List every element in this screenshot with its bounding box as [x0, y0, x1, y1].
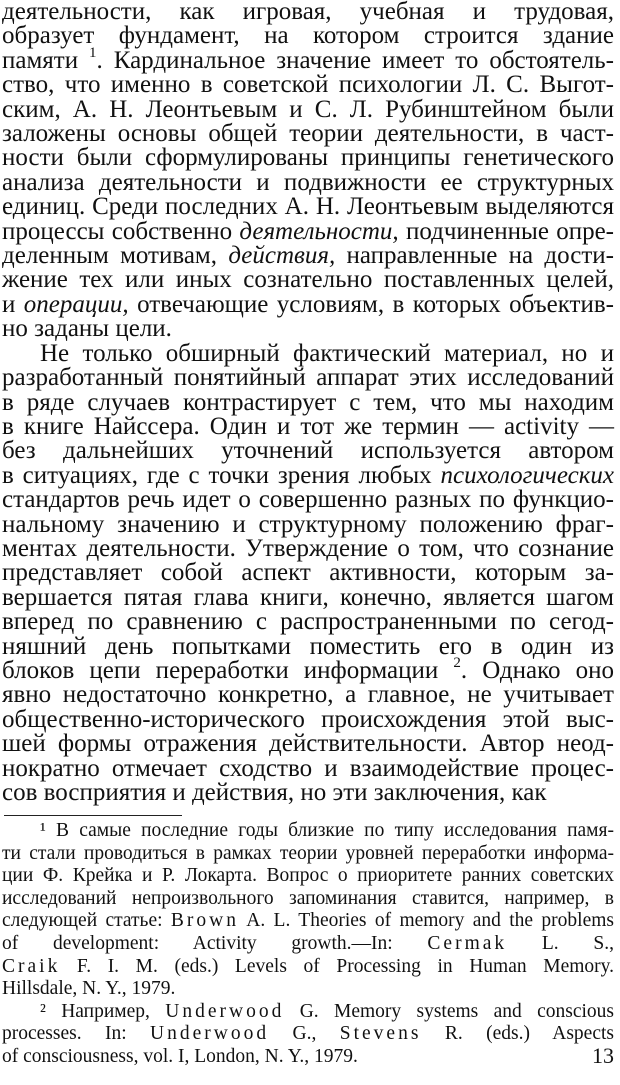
- footnote-line: [2, 1043, 614, 1069]
- text-run: Hillsdale, N. Y., 1979.: [2, 978, 176, 1000]
- body-line: [2, 217, 614, 245]
- footnote-line: [2, 843, 614, 866]
- text-run: G.,: [269, 1023, 340, 1045]
- text-run: L. S.,: [507, 932, 614, 954]
- body-line: [2, 561, 614, 585]
- text-run: шей формы отражения действительности. Автор неод-: [2, 730, 614, 758]
- text-run: A. L. Theories of memory and the problems: [238, 910, 614, 932]
- footnote-line: [2, 1023, 614, 1046]
- footnote-line: [2, 865, 614, 888]
- author-name: Brown: [170, 910, 239, 932]
- text-run: ² Например,: [40, 1000, 166, 1022]
- text-run: процессы собственно: [2, 217, 240, 245]
- body-line: [2, 290, 614, 318]
- body-line: [2, 655, 614, 684]
- author-name: Underwood: [150, 1023, 270, 1045]
- body-line: [2, 732, 614, 756]
- footnote-marker: 2: [453, 655, 461, 672]
- body-line: [2, 412, 614, 440]
- text-run: G. Memory systems and conscious: [284, 1000, 614, 1022]
- text-run: анализа деятельности и подвижности ее структурных: [2, 168, 614, 196]
- text-run: следующей статье:: [2, 910, 171, 932]
- body-line: [2, 244, 614, 268]
- body-line: [2, 781, 614, 805]
- author-name: Stevens: [339, 1023, 422, 1045]
- body-line: [2, 683, 614, 707]
- text-run: но заданы цели.: [2, 315, 172, 343]
- author-name: Underwood: [165, 1000, 285, 1022]
- text-run: ство, что именно в советской психологии Л. С. Выгот-: [2, 71, 614, 99]
- text-run: и: [2, 290, 24, 318]
- body-line: [2, 122, 614, 146]
- text-run: деятельности, как игровая, учебная и трудовая,: [2, 0, 614, 25]
- text-run: ментах деятельности. Утверждение о том, что сознание: [2, 534, 614, 562]
- body-line: [2, 754, 614, 782]
- footnote-line: [2, 820, 614, 843]
- main-text: [2, 0, 614, 805]
- italic-term: действия,: [228, 242, 336, 270]
- footnote-separator: [4, 815, 182, 816]
- paragraph-2: [2, 339, 614, 806]
- author-name: Cermak: [427, 932, 508, 954]
- text-run: заложены основы общей теории деятельности, в част-: [2, 120, 614, 148]
- text-run: направленные на дости-: [335, 242, 614, 270]
- text-run: отвечающие условиям, в которых объектив-: [128, 290, 614, 318]
- text-run: ности были сформулированы принципы генетического: [2, 144, 614, 172]
- text-run: ским, А. Н. Леонтьевым и С. Л. Рубинштейном были: [2, 95, 614, 123]
- body-line: [2, 461, 614, 489]
- footnote-marker: 1: [89, 44, 97, 61]
- footnote-2: [2, 1001, 614, 1069]
- body-line: [2, 610, 614, 634]
- body-line: [2, 195, 614, 219]
- footnote-line: [2, 1001, 614, 1024]
- text-run: представляет собой аспект активности, которым за-: [2, 559, 614, 587]
- text-run: . Однако оно: [460, 656, 614, 684]
- text-run: образует фундамент, на котором строится здание: [2, 22, 614, 50]
- italic-term: деятельности,: [239, 217, 399, 245]
- text-run: processes. In:: [2, 1023, 151, 1045]
- text-run: разработанный понятийный аппарат этих исследований: [2, 364, 614, 392]
- text-run: няшний день попытками поместить его в один из: [2, 632, 614, 660]
- text-run: памяти: [2, 46, 90, 74]
- footnote-line: [2, 888, 614, 911]
- footnote-line: [2, 978, 614, 1001]
- text-run: деленным мотивам,: [2, 242, 229, 270]
- body-line: [2, 366, 614, 390]
- body-line: [2, 268, 614, 292]
- footnote-line: [2, 933, 614, 956]
- text-run: единиц. Среди последних А. Н. Леонтьевым выделяются: [2, 193, 614, 221]
- body-line: [2, 44, 614, 74]
- body-line: [2, 317, 614, 341]
- text-run: без дальнейших уточнений используется автором: [2, 437, 614, 465]
- text-run: . Кардинальное значение имеет то обстоятель-: [96, 46, 614, 74]
- body-line: [2, 388, 614, 416]
- italic-term: психологических: [440, 461, 614, 489]
- footnote-line: [2, 910, 614, 933]
- text-run: нократно отмечает сходство и взаимодействие процес-: [2, 754, 614, 782]
- text-run: R. (eds.) Aspects: [421, 1023, 614, 1045]
- text-run: в ряде случаев контрастирует с тем, что мы находим: [2, 388, 614, 416]
- page-number: 13: [592, 1043, 614, 1068]
- text-run: подчиненные опре-: [398, 217, 614, 245]
- text-run: ти стали проводиться в рамках теории уровней переработки информа-: [2, 842, 614, 864]
- text-run: жение тех или иных сознательно поставленных целей,: [2, 266, 614, 294]
- body-line: [2, 439, 614, 463]
- text-run: исследований непроизвольного запоминания ставится, например, в: [2, 887, 614, 909]
- footnotes: [2, 820, 614, 1069]
- body-line: [2, 146, 614, 170]
- paragraph-1: [2, 0, 614, 342]
- text-run: F. I. M. (eds.) Levels of Processing in Human Memory.: [60, 955, 614, 977]
- body-line: [2, 0, 614, 24]
- body-line: [2, 339, 614, 367]
- text-run: ции Ф. Крейка и Р. Локарта. Вопрос о приоритете ранних советских: [2, 865, 614, 887]
- text-run: of consciousness, vol. I, London, N. Y., 1979.: [2, 1045, 358, 1067]
- text-run: вперед по сравнению с распространенными по сегод-: [2, 608, 614, 636]
- footnote-1: [2, 820, 614, 1001]
- italic-term: операции,: [23, 290, 129, 318]
- text-run: в ситуациях, где с точки зрения любых: [2, 461, 441, 489]
- text-run: нальному значению и структурному положению фраг-: [2, 510, 614, 538]
- text-run: явно недостаточно конкретно, а главное, не учитывает: [2, 681, 614, 709]
- text-run: сов восприятия и действия, но эти заключения, как: [2, 779, 547, 806]
- body-line: [2, 534, 614, 562]
- body-line: [2, 95, 614, 123]
- body-line: [2, 583, 614, 611]
- body-line: [2, 510, 614, 538]
- text-run: в книге Найссера. Один и тот же термин — activity —: [2, 412, 614, 440]
- text-run: Не только обширный фактический материал, но и: [40, 339, 614, 367]
- body-line: [2, 168, 614, 196]
- footnote-line: [2, 956, 614, 979]
- body-line: [2, 73, 614, 97]
- text-run: блоков цепи переработки информации: [2, 656, 454, 684]
- text-run: вершается пятая глава книги, конечно, является шагом: [2, 583, 614, 611]
- text-run: общественно-исторического происхождения этой выс-: [2, 705, 614, 733]
- body-line: [2, 488, 614, 512]
- author-name: Craik: [2, 955, 61, 977]
- text-run: ¹ В самые последние годы близкие по типу исследования памя-: [40, 820, 614, 841]
- body-line: [2, 705, 614, 733]
- body-line: [2, 632, 614, 660]
- text-run: стандартов речь идет о совершенно разных по функцио-: [2, 486, 614, 514]
- text-run: of development: Activity growth.—In:: [2, 932, 428, 954]
